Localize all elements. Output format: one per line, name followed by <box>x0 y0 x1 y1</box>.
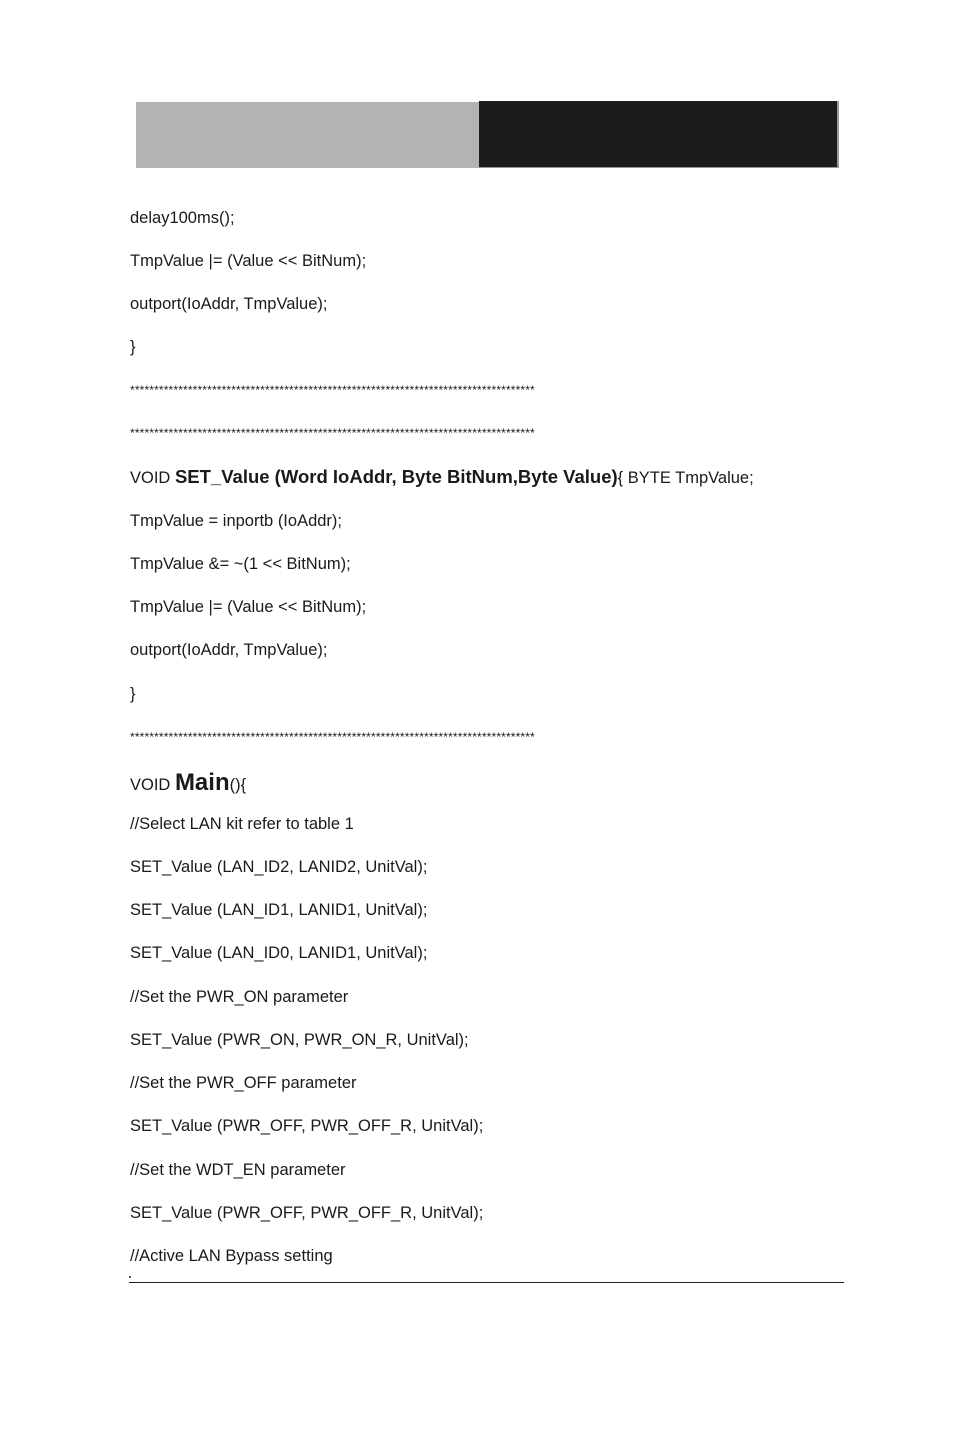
code-comment: //Active LAN Bypass setting <box>130 1247 333 1265</box>
code-line: } <box>130 685 136 703</box>
keyword-void: VOID <box>130 776 175 794</box>
keyword-void: VOID <box>130 469 175 487</box>
main-function-name: Main <box>174 769 230 796</box>
code-line: } <box>130 338 136 356</box>
code-line: outport(IoAddr, TmpValue); <box>130 295 328 313</box>
code-line: delay100ms(); <box>130 209 235 227</box>
code-line: TmpValue = inportb (IoAddr); <box>130 512 343 530</box>
code-line: TmpValue |= (Value << BitNum); <box>130 252 367 270</box>
code-comment: //Set the PWR_OFF parameter <box>130 1074 357 1092</box>
code-line: SET_Value (LAN_ID1, LANID1, UnitVal); <box>130 901 428 919</box>
code-line: TmpValue &= ~(1 << BitNum); <box>130 555 351 573</box>
separator-line: ************************************************************************************ <box>130 730 535 744</box>
code-comment: //Set the PWR_ON parameter <box>130 988 349 1006</box>
code-line: outport(IoAddr, TmpValue); <box>130 641 328 659</box>
code-line: SET_Value (PWR_ON, PWR_ON_R, UnitVal); <box>130 1031 469 1049</box>
header-gray-block <box>136 102 479 168</box>
code-line: SET_Value (LAN_ID2, LANID2, UnitVal); <box>130 858 428 876</box>
main-function-line <box>130 770 246 798</box>
code-comment: //Select LAN kit refer to table 1 <box>130 815 354 833</box>
code-comment: //Set the WDT_EN parameter <box>130 1161 346 1179</box>
separator-line: ************************************************************************************ <box>130 383 535 397</box>
function-body-start: (){ <box>229 776 247 794</box>
function-signature: SET_Value (Word IoAddr, Byte BitNum,Byte Value) <box>174 466 618 487</box>
separator-line: ************************************************************************************ <box>130 426 535 440</box>
footer-dot <box>129 1276 131 1278</box>
code-line: TmpValue |= (Value << BitNum); <box>130 598 367 616</box>
code-line: SET_Value (LAN_ID0, LANID1, UnitVal); <box>130 944 428 962</box>
page-header-bar <box>136 101 840 168</box>
code-line: SET_Value (PWR_OFF, PWR_OFF_R, UnitVal); <box>130 1117 484 1135</box>
function-signature-line <box>130 467 754 488</box>
footer-divider <box>129 1282 844 1283</box>
function-body-start: { BYTE TmpValue; <box>617 469 754 487</box>
code-line: SET_Value (PWR_OFF, PWR_OFF_R, UnitVal); <box>130 1204 484 1222</box>
header-dark-block <box>479 101 839 168</box>
